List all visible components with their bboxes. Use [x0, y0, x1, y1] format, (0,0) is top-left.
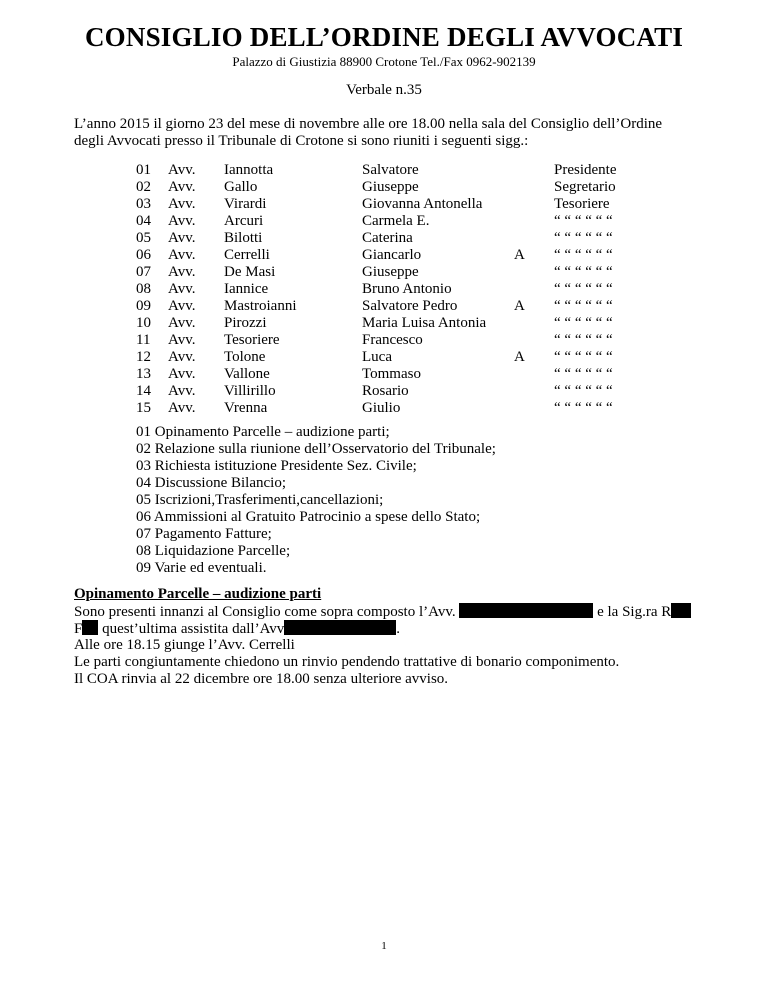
attendee-number: 15 [136, 400, 151, 416]
agenda-item: 09 Varie ed eventuali. [136, 560, 267, 576]
attendee-title: Avv. [168, 196, 196, 212]
attendee-first-name: Giancarlo [362, 247, 422, 263]
attendee-surname: Tesoriere [224, 332, 280, 348]
attendee-number: 09 [136, 298, 151, 314]
section-line [74, 620, 691, 637]
attendee-title: Avv. [168, 383, 196, 399]
attendee-title: Avv. [168, 230, 196, 246]
attendee-title: Avv. [168, 162, 196, 178]
agenda-list [136, 424, 496, 577]
section-line [74, 603, 691, 620]
text-span: . [396, 621, 401, 637]
attendee-surname: Vrenna [224, 400, 268, 416]
attendee-number: 05 [136, 230, 151, 246]
intro-paragraph [74, 116, 662, 150]
attendee-first-name: Caterina [362, 230, 413, 246]
attendee-title: Avv. [168, 213, 196, 229]
attendee-title: Avv. [168, 247, 196, 263]
agenda-item: 04 Discussione Bilancio; [136, 475, 286, 491]
intro-line: L’anno 2015 il giorno 23 del mese di novembre alle ore 18.00 nella sala del Consiglio dell’Ordine [74, 116, 663, 132]
attendee-surname: Vallone [224, 366, 270, 382]
attendee-first-name: Giuseppe [362, 264, 419, 280]
absence-mark: A [514, 349, 525, 365]
attendee-number: 04 [136, 213, 151, 229]
attendee-role: “ “ “ “ “ “ [554, 213, 613, 229]
attendee-surname: De Masi [224, 264, 276, 280]
attendee-first-name: Tommaso [362, 366, 421, 382]
section-line: Le parti congiuntamente chiedono un rinvio pendendo trattative di bonario componimento. [74, 654, 620, 670]
attendee-surname: Bilotti [224, 230, 263, 246]
attendee-role: “ “ “ “ “ “ [554, 315, 613, 331]
agenda-item: 05 Iscrizioni,Trasferimenti,cancellazioni; [136, 492, 384, 508]
text-span: quest’ultima assistita dall’Avv [98, 621, 285, 637]
absence-mark: A [514, 298, 525, 314]
attendee-number: 12 [136, 349, 151, 365]
attendee-role: Presidente [554, 162, 617, 178]
attendee-number: 08 [136, 281, 151, 297]
attendee-surname: Villirillo [224, 383, 276, 399]
section-line: Il COA rinvia al 22 dicembre ore 18.00 senza ulteriore avviso. [74, 671, 449, 687]
section-heading: Opinamento Parcelle – audizione parti [74, 586, 322, 602]
attendee-first-name: Giuseppe [362, 179, 419, 195]
attendee-title: Avv. [168, 366, 196, 382]
attendee-role: “ “ “ “ “ “ [554, 349, 613, 365]
attendee-number: 10 [136, 315, 151, 331]
attendee-role: “ “ “ “ “ “ [554, 264, 613, 280]
attendee-role: “ “ “ “ “ “ [554, 281, 613, 297]
agenda-item: 02 Relazione sulla riunione dell’Osservatorio del Tribunale; [136, 441, 496, 457]
attendee-first-name: Giovanna Antonella [362, 196, 483, 212]
section-opinamento [74, 586, 691, 688]
attendee-number: 01 [136, 162, 151, 178]
attendee-role: “ “ “ “ “ “ [554, 247, 613, 263]
attendee-role: “ “ “ “ “ “ [554, 332, 613, 348]
attendee-role: Segretario [554, 179, 616, 195]
attendee-surname: Tolone [224, 349, 266, 365]
agenda-item: 07 Pagamento Fatture; [136, 526, 272, 542]
section-line: Alle ore 18.15 giunge l’Avv. Cerrelli [74, 637, 295, 653]
attendee-number: 06 [136, 247, 151, 263]
attendee-title: Avv. [168, 281, 196, 297]
attendee-first-name: Salvatore Pedro [362, 298, 458, 314]
attendee-surname: Arcuri [224, 213, 264, 229]
attendee-first-name: Maria Luisa Antonia [362, 315, 487, 331]
agenda-item: 08 Liquidazione Parcelle; [136, 543, 291, 559]
attendee-first-name: Francesco [362, 332, 423, 348]
attendee-number: 14 [136, 383, 151, 399]
text-span: Sono presenti innanzi al Consiglio come sopra composto l’Avv. [74, 604, 460, 620]
attendee-surname: Cerrelli [224, 247, 270, 263]
agenda-item: 03 Richiesta istituzione Presidente Sez. Civile; [136, 458, 417, 474]
redaction-bar [284, 620, 396, 635]
absence-mark: A [514, 247, 525, 263]
attendee-first-name: Luca [362, 349, 392, 365]
attendee-surname: Gallo [224, 179, 258, 195]
redaction-bar [82, 620, 98, 635]
attendee-number: 13 [136, 366, 151, 382]
attendee-title: Avv. [168, 315, 196, 331]
attendee-title: Avv. [168, 264, 196, 280]
agenda-item: 06 Ammissioni al Gratuito Patrocinio a spese dello Stato; [136, 509, 481, 525]
attendee-first-name: Rosario [362, 383, 409, 399]
minutes-number: Verbale n.35 [346, 82, 422, 98]
attendee-number: 07 [136, 264, 151, 280]
attendee-first-name: Giulio [362, 400, 401, 416]
attendee-number: 02 [136, 179, 151, 195]
attendee-surname: Iannice [224, 281, 269, 297]
attendee-surname: Iannotta [224, 162, 274, 178]
attendee-surname: Virardi [224, 196, 267, 212]
attendee-role: Tesoriere [554, 196, 610, 212]
attendee-role: “ “ “ “ “ “ [554, 366, 613, 382]
attendee-role: “ “ “ “ “ “ [554, 230, 613, 246]
page-number: 1 [381, 940, 387, 952]
attendee-role: “ “ “ “ “ “ [554, 400, 613, 416]
attendee-surname: Pirozzi [224, 315, 267, 331]
attendee-number: 11 [136, 332, 151, 348]
attendee-number: 03 [136, 196, 151, 212]
redaction-bar [671, 603, 691, 618]
document-title: CONSIGLIO DELL’ORDINE DEGLI AVVOCATI [84, 22, 684, 52]
attendee-title: Avv. [168, 400, 196, 416]
address-line: Palazzo di Giustizia 88900 Crotone Tel./Fax 0962-902139 [232, 54, 536, 69]
attendee-title: Avv. [168, 179, 196, 195]
attendee-first-name: Salvatore [362, 162, 419, 178]
attendee-surname: Mastroianni [224, 298, 297, 314]
attendee-title: Avv. [168, 349, 196, 365]
text-span: F [74, 621, 83, 637]
intro-line: degli Avvocati presso il Tribunale di Crotone si sono riuniti i seguenti sigg.: [74, 133, 529, 149]
attendee-role: “ “ “ “ “ “ [554, 383, 613, 399]
attendee-title: Avv. [168, 298, 196, 314]
agenda-item: 01 Opinamento Parcelle – audizione parti; [136, 424, 390, 440]
attendee-first-name: Carmela E. [362, 213, 430, 229]
redaction-bar [459, 603, 593, 618]
attendee-first-name: Bruno Antonio [362, 281, 452, 297]
text-span: e la Sig.ra R [593, 604, 672, 620]
attendee-role: “ “ “ “ “ “ [554, 298, 613, 314]
attendee-title: Avv. [168, 332, 196, 348]
